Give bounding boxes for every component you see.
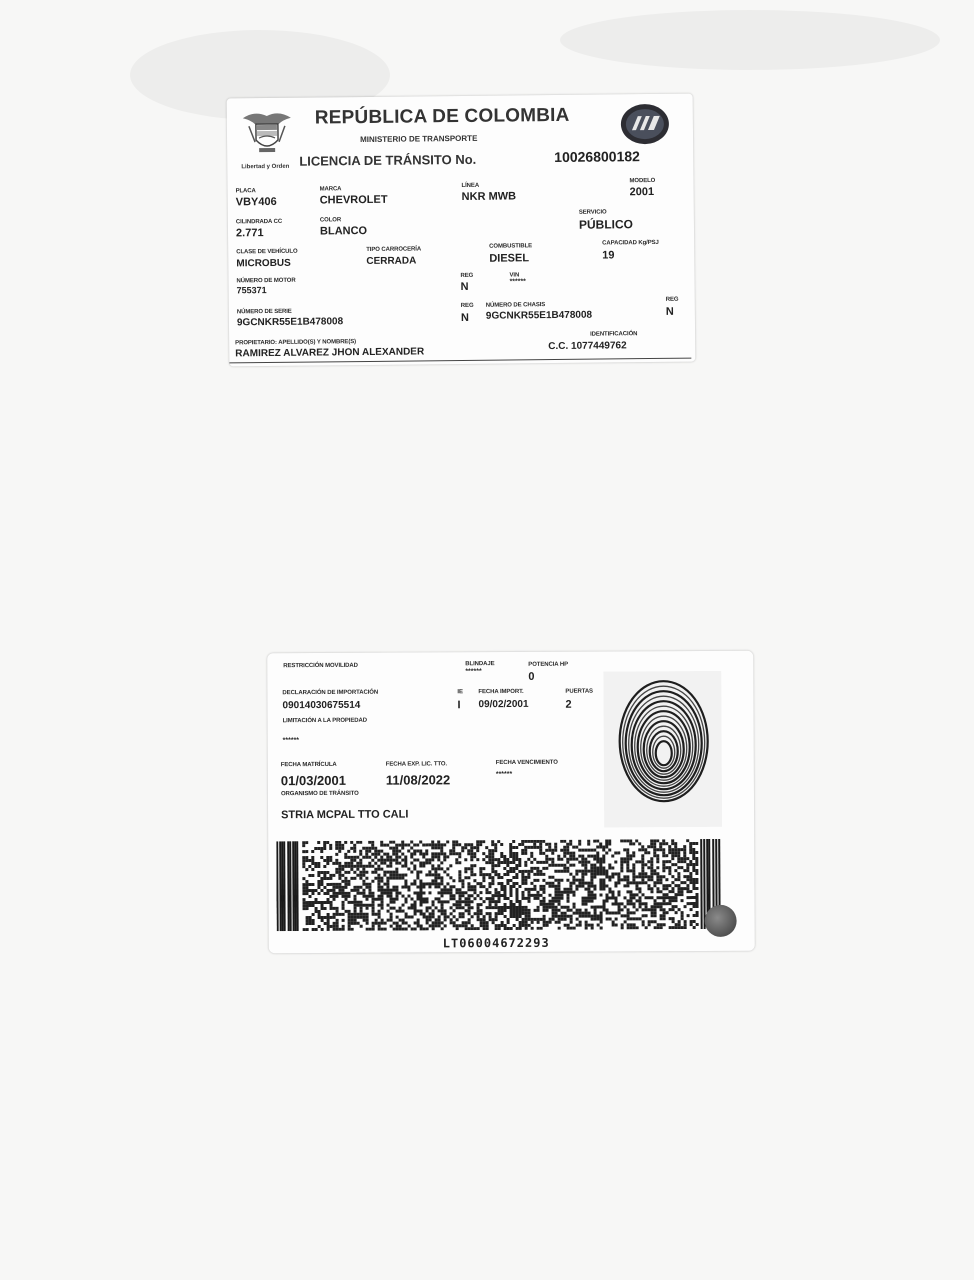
marca-label: MARCA [319,186,342,193]
linea-label: LÍNEA [461,182,480,189]
placa-value: VBY406 [235,195,277,209]
combustible-label: COMBUSTIBLE [489,243,533,250]
modelo-value: 2001 [629,185,655,199]
serie-label: NÚMERO DE SERIE [236,308,292,316]
fecha-exp-value: 11/08/2022 [385,772,451,788]
propietario-value: RAMIREZ ALVAREZ JHON ALEXANDER [235,346,425,360]
servicio-value: PÚBLICO [578,217,634,232]
fecha-exp-label: FECHA EXP. LIC. TTO. [385,761,448,768]
color-label: COLOR [319,217,342,224]
limitacion-value: ****** [282,737,300,745]
reg-serie-label: REG [460,302,474,310]
propietario-label: PROPIETARIO: APELLIDO(S) Y NOMBRE(S) [235,339,357,347]
servicio-label: SERVICIO [578,209,607,216]
capacidad-label: CAPACIDAD Kg/PSJ [602,239,659,247]
serie-value: 9GCNKR55E1B478008 [236,316,344,329]
ie-value: I [457,699,461,712]
organismo-value: STRIA MCPAL TTO CALI [281,808,409,822]
fecha-import-value: 09/02/2001 [478,698,529,711]
combustible-value: DIESEL [489,252,530,265]
puertas-label: PUERTAS [565,688,593,695]
modelo-label: MODELO [629,177,656,185]
card-serial-code: LT06004672293 [442,935,550,951]
blindaje-value: ****** [465,668,482,676]
color-value: BLANCO [319,224,368,238]
linea-value: NKR MWB [461,190,517,203]
reg-motor-value: N [460,280,469,294]
license-label: LICENCIA DE TRÁNSITO No. [299,151,477,169]
carroceria-label: TIPO CARROCERÍA [366,246,422,253]
clase-value: MICROBUS [236,257,291,270]
coat-motto: Libertad y Orden [241,163,290,171]
clase-label: CLASE DE VEHÍCULO [236,248,298,256]
fecha-venc-label: FECHA VENCIMIENTO [495,759,558,767]
declaracion-value: 09014030675514 [282,699,361,712]
cilindrada-label: CILINDRADA CC [235,218,283,226]
reg-chasis-label: REG [665,296,679,303]
identificacion-value: C.C. 1077449762 [548,340,627,353]
ministry-name: MINISTERIO DE TRANSPORTE [360,133,478,145]
license-number: 10026800182 [554,148,640,166]
placa-label: PLACA [235,188,256,195]
license-back-card [267,651,755,954]
coat-of-arms-icon [239,108,296,162]
ie-label: IE [457,689,463,696]
ministry-logo-icon [620,102,671,152]
organismo-label: ORGANISMO DE TRÁNSITO [280,790,359,798]
fecha-import-label: FECHA IMPORT. [478,688,524,696]
capacidad-value: 19 [602,249,615,262]
pdf417-barcode [276,839,732,931]
cilindrada-value: 2.771 [235,227,264,240]
marca-value: CHEVROLET [319,193,388,207]
blindaje-label: BLINDAJE [465,661,495,668]
limitacion-label: LIMITACIÓN A LA PROPIEDAD [282,717,367,725]
motor-label: NÚMERO DE MOTOR [236,277,296,285]
fecha-venc-value: ****** [495,770,513,779]
fingerprint-icon [603,671,722,833]
restriccion-label: RESTRICCIÓN MOVILIDAD [283,662,358,670]
carroceria-value: CERRADA [366,255,417,267]
chasis-label: NÚMERO DE CHASIS [485,302,546,309]
vin-label: VIN [509,272,520,279]
reg-chasis-value: N [665,305,674,318]
motor-value: 755371 [236,285,267,296]
fecha-matricula-label: FECHA MATRÍCULA [280,761,337,769]
declaracion-label: DECLARACIÓN DE IMPORTACIÓN [282,689,379,697]
potencia-value: 0 [528,670,535,683]
puertas-value: 2 [565,698,572,711]
reg-serie-value: N [460,311,469,325]
hologram-seal-icon [705,905,737,937]
chasis-value: 9GCNKR55E1B478008 [485,309,593,322]
potencia-label: POTENCIA HP [528,661,568,668]
vin-value: ****** [509,278,526,286]
reg-motor-label: REG [460,272,474,280]
fecha-matricula-value: 01/03/2001 [280,772,347,789]
license-front-card [227,94,696,367]
document-title: REPÚBLICA DE COLOMBIA [314,104,570,129]
scan-smudge [560,10,940,70]
identificacion-label: IDENTIFICACIÓN [590,331,638,338]
